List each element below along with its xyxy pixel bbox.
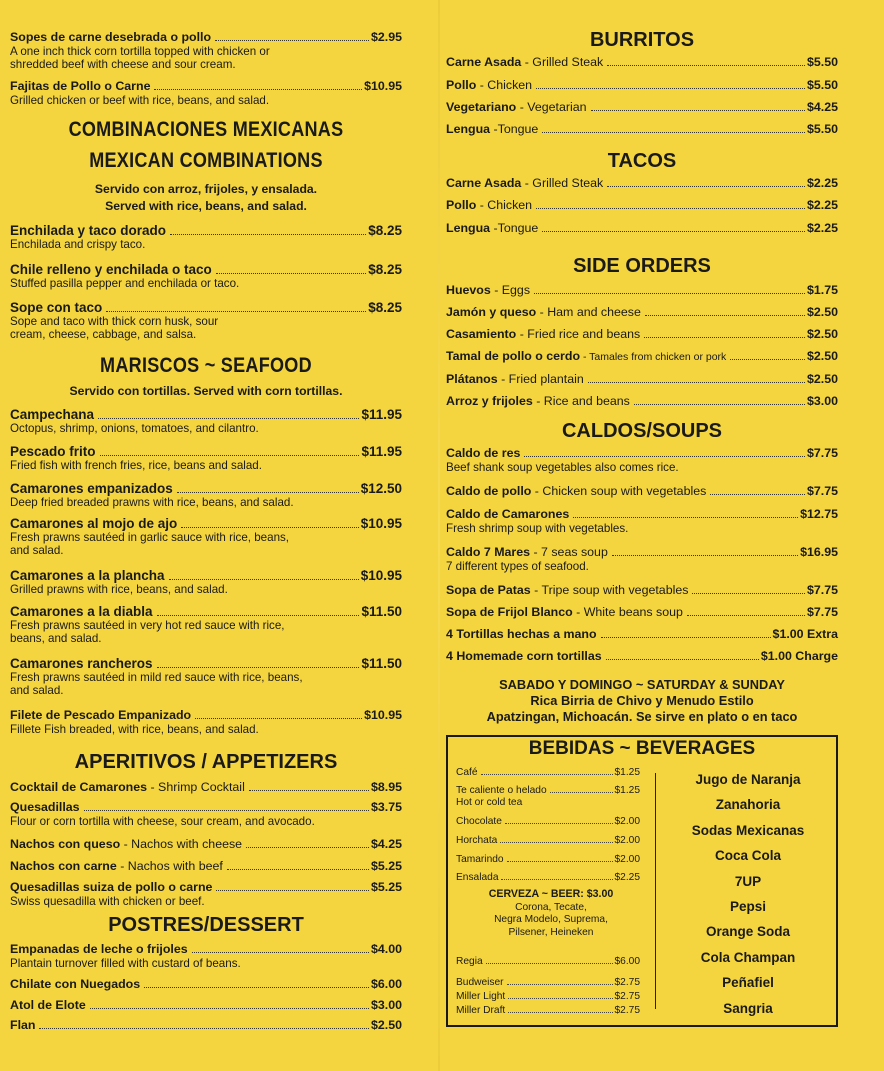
item-name: Filete de Pescado Empanizado (10, 708, 192, 722)
item-name: Camarones empanizados (10, 481, 173, 496)
item-price: $1.00 Charge (760, 649, 838, 663)
item-price: $2.25 (806, 176, 838, 190)
item-price: $7.75 (806, 583, 838, 597)
item-name: Sope con taco (10, 300, 103, 315)
item-name: Sopa de Patas (446, 583, 531, 597)
item-name: Quesadillas suiza de pollo o carne (10, 880, 213, 894)
item-price: $8.95 (370, 780, 402, 794)
menu-item (10, 300, 402, 342)
beverage-option: 7UP (734, 874, 762, 889)
item-name: 4 Homemade corn tortillas (446, 649, 602, 663)
beverage-name: Café (456, 767, 478, 778)
item-price: $2.50 (806, 372, 838, 386)
item-description: Fresh prawns sautéed in mild red sauce with rice, beans, and salad. (10, 671, 303, 698)
item-price: $5.50 (806, 78, 838, 92)
item-name: Camarones al mojo de ajo (10, 516, 178, 531)
item-translation: - Ham and cheese (536, 305, 641, 319)
menu-item (446, 349, 838, 365)
item-description: Swiss quesadilla with chicken or beef. (10, 895, 205, 908)
combos-title-en: MEXICAN COMBINATIONS (89, 149, 323, 172)
item-name: Camarones rancheros (10, 656, 153, 671)
menu-item (446, 327, 838, 342)
beverage-name: Miller Light (456, 991, 506, 1002)
menu-item (446, 484, 838, 499)
item-price: $10.95 (364, 79, 402, 93)
item-price: $12.75 (800, 507, 838, 521)
beverage-price: $6.00 (614, 956, 640, 967)
item-price: $3.00 (370, 998, 402, 1012)
menu-item (10, 942, 402, 970)
item-name: Arroz y frijoles (446, 394, 533, 408)
item-price: $10.95 (360, 568, 402, 583)
beverage-price: $2.00 (614, 835, 640, 846)
item-name: Vegetariano (446, 100, 517, 114)
menu-item (446, 583, 838, 598)
menu-item (446, 283, 838, 298)
menu-item (446, 305, 838, 320)
menu-item (10, 656, 402, 698)
item-translation: - Chicken soup with vegetables (531, 484, 707, 498)
item-price: $12.50 (360, 481, 402, 496)
item-price: $8.25 (368, 300, 402, 315)
item-price: $1.00 Extra (772, 627, 838, 641)
item-description: Sope and taco with thick corn husk, sour cream, cheese, cabbage, and salsa. (10, 315, 219, 342)
beverage-row (456, 991, 640, 1003)
appetizers-title: APERITIVOS / APPETIZERS (74, 751, 338, 773)
item-name: Pescado frito (10, 444, 96, 459)
item-translation: - Shrimp Cocktail (147, 780, 245, 794)
menu-item (10, 516, 402, 558)
item-price: $2.50 (370, 1018, 402, 1032)
item-name: Quesadillas (10, 800, 80, 814)
beverage-option: Peñafiel (722, 975, 774, 990)
beverage-row (456, 977, 640, 989)
item-price: $5.50 (806, 55, 838, 69)
item-name: 4 Tortillas hechas a mano (446, 627, 597, 641)
item-name: Jamón y queso (446, 305, 537, 319)
item-price: $11.50 (361, 656, 402, 671)
beer-brands-3: Pilsener, Heineken (508, 926, 594, 938)
item-name: Tamal de pollo o cerdo (446, 349, 581, 363)
item-price: $10.95 (360, 516, 402, 531)
item-description: Fresh prawns sautéed in garlic sauce with rice, beans, and salad. (10, 531, 290, 558)
item-name: Atol de Elote (10, 998, 86, 1012)
beverage-option: Orange Soda (705, 924, 791, 939)
item-translation: - Rice and beans (532, 394, 630, 408)
item-description: Beef shank soup vegetables also comes rice. (446, 461, 679, 474)
beverages-title: BEBIDAS ~ BEVERAGES (528, 738, 756, 759)
beverage-row (456, 1005, 640, 1017)
beverage-price: $2.00 (614, 816, 640, 827)
item-name: Cocktail de Camarones (10, 780, 148, 794)
beverage-price: $1.25 (614, 785, 640, 796)
beverage-row (456, 956, 640, 968)
weekend-special-line1: SABADO Y DOMINGO ~ SATURDAY & SUNDAY (499, 677, 785, 692)
item-translation: -Tongue (490, 122, 539, 136)
item-description: Grilled prawns with rice, beans, and salad. (10, 583, 228, 596)
item-price: $5.50 (806, 122, 838, 136)
item-description: Flour or corn tortilla with cheese, sour cream, and avocado. (10, 815, 315, 828)
beverage-option: Jugo de Naranja (695, 772, 801, 787)
item-description: Enchilada and crispy taco. (10, 238, 146, 251)
item-translation: - Vegetarian (516, 100, 587, 114)
item-name: Pollo (446, 78, 477, 92)
beverage-price: $1.25 (614, 767, 640, 778)
beverage-price: $2.75 (614, 977, 640, 988)
beverage-option: Sangria (723, 1001, 773, 1016)
beverage-name: Tamarindo (456, 854, 504, 865)
menu-item (10, 977, 402, 992)
menu-item (10, 568, 402, 596)
tea-note: Hot or cold tea (456, 797, 523, 808)
item-description: Stuffed pasilla pepper and enchilada or taco. (10, 277, 240, 290)
menu-item (10, 1018, 402, 1033)
item-price: $4.00 (370, 942, 402, 956)
menu-item (446, 507, 838, 535)
item-translation: - Nachos with beef (116, 859, 223, 873)
item-translation: - Grilled Steak (521, 176, 604, 190)
item-name: Enchilada y taco dorado (10, 223, 167, 238)
item-price: $11.50 (361, 604, 402, 619)
beverage-name: Regia (456, 956, 483, 967)
beer-brands-2: Negra Modelo, Suprema, (494, 914, 608, 925)
beverage-price: $2.25 (614, 872, 640, 883)
combos-subtitle-en: Served with rice, beans, and salad. (105, 199, 307, 213)
menu-item (10, 604, 402, 646)
item-price: $11.95 (361, 407, 402, 422)
page-fold (438, 0, 440, 1071)
menu-item (10, 859, 402, 874)
item-description: 7 different types of seafood. (446, 560, 589, 573)
item-price: $2.50 (806, 327, 838, 341)
beverage-name: Te caliente o helado (456, 785, 547, 796)
menu-item (446, 55, 838, 70)
beverage-name: Chocolate (456, 816, 502, 827)
menu-item (446, 78, 838, 93)
item-price: $4.25 (370, 837, 402, 851)
item-translation: - 7 seas soup (530, 545, 608, 559)
item-translation: - Chicken (476, 198, 533, 212)
item-name: Caldo de res (446, 446, 521, 460)
item-description: Octopus, shrimp, onions, tomatoes, and cilantro. (10, 422, 259, 435)
beverage-row (456, 785, 640, 797)
item-name: Lengua (446, 122, 491, 136)
beverage-row (456, 816, 640, 828)
item-translation: - White beans soup (572, 605, 683, 619)
item-price: $4.25 (806, 100, 838, 114)
item-price: $10.95 (364, 708, 402, 722)
beverage-option: Coca Cola (714, 848, 782, 863)
item-price: $7.75 (806, 446, 838, 460)
menu-item (446, 221, 838, 236)
item-description: Grilled chicken or beef with rice, beans, and salad. (10, 94, 270, 107)
item-translation: - Tripe soup with vegetables (530, 583, 689, 597)
menu-item (10, 444, 402, 472)
item-price: $2.25 (806, 198, 838, 212)
beverages-divider (655, 773, 656, 1009)
item-translation: -Tongue (490, 221, 539, 235)
menu-item (446, 627, 838, 642)
beverage-option: Zanahoria (715, 797, 781, 812)
item-price: $2.50 (806, 305, 838, 319)
item-price: $2.25 (806, 221, 838, 235)
menu-item (10, 481, 402, 509)
item-name: Carne Asada (446, 55, 522, 69)
item-price: $8.25 (368, 223, 402, 238)
menu-item (10, 708, 402, 736)
item-price: $6.00 (370, 977, 402, 991)
menu-item (10, 407, 402, 435)
item-price: $16.95 (800, 545, 838, 559)
item-name: Nachos con carne (10, 859, 117, 873)
beverage-name: Budweiser (456, 977, 504, 988)
menu-item (446, 372, 838, 387)
menu-item (446, 545, 838, 573)
menu-item (446, 198, 838, 213)
item-price: $1.75 (806, 283, 838, 297)
item-name: Chile relleno y enchilada o taco (10, 262, 212, 277)
item-name: Chilate con Nuegados (10, 977, 141, 991)
beverage-row (456, 854, 640, 866)
menu-item (10, 223, 402, 251)
beer-title: CERVEZA ~ BEER: $3.00 (488, 888, 614, 900)
item-price: $2.50 (806, 349, 838, 363)
beverage-option: Sodas Mexicanas (691, 823, 805, 838)
seafood-subtitle: Servido con tortillas. Served with corn tortillas. (69, 384, 343, 398)
menu-item (446, 122, 838, 137)
beverage-row (456, 872, 640, 884)
weekend-special-line3: Apatzingan, Michoacán. Se sirve en plato o en taco (486, 709, 798, 724)
item-translation: - Grilled Steak (521, 55, 604, 69)
combos-title-es: COMBINACIONES MEXICANAS (68, 118, 344, 141)
menu-item (10, 780, 402, 795)
item-name: Camarones a la plancha (10, 568, 165, 583)
item-description: Fried fish with french fries, rice, beans and salad. (10, 459, 262, 472)
menu-item (446, 176, 838, 191)
beer-block (466, 888, 636, 939)
item-name: Sopes de carne desebrada o pollo (10, 30, 212, 44)
menu-item (10, 30, 402, 72)
menu-item (10, 79, 402, 107)
item-name: Nachos con queso (10, 837, 121, 851)
beverage-price: $2.75 (614, 1005, 640, 1016)
item-name: Huevos (446, 283, 491, 297)
item-translation: - Eggs (490, 283, 531, 297)
item-price: $11.95 (361, 444, 402, 459)
item-name: Sopa de Frijol Blanco (446, 605, 573, 619)
item-name: Carne Asada (446, 176, 522, 190)
item-description: Deep fried breaded prawns with rice, beans, and salad. (10, 496, 294, 509)
item-price: $3.00 (806, 394, 838, 408)
beverage-name: Miller Draft (456, 1005, 506, 1016)
item-translation: - Fried rice and beans (516, 327, 641, 341)
item-description: Fresh shrimp soup with vegetables. (446, 522, 629, 535)
weekend-special-line2: Rica Birria de Chivo y Menudo Estilo (530, 693, 754, 708)
item-translation: - Nachos with cheese (120, 837, 243, 851)
beverage-price: $2.75 (614, 991, 640, 1002)
item-name: Fajitas de Pollo o Carne (10, 79, 151, 93)
menu-item (446, 649, 838, 664)
item-price: $2.95 (370, 30, 402, 44)
item-name: Casamiento (446, 327, 517, 341)
item-price: $5.25 (370, 880, 402, 894)
item-name: Caldo de pollo (446, 484, 532, 498)
beverage-name: Ensalada (456, 872, 499, 883)
beverage-price: $2.00 (614, 854, 640, 865)
item-name: Empanadas de leche o frijoles (10, 942, 188, 956)
menu-item (446, 100, 838, 115)
item-name: Lengua (446, 221, 491, 235)
menu-item (10, 262, 402, 290)
menu-item (446, 446, 838, 474)
beverage-name: Horchata (456, 835, 498, 846)
item-description: A one inch thick corn tortilla topped with chicken or shredded beef with cheese and sour cream. (10, 45, 270, 72)
item-price: $3.75 (370, 800, 402, 814)
combos-subtitle-es: Servido con arroz, frijoles, y ensalada. (94, 182, 318, 196)
item-name: Caldo 7 Mares (446, 545, 531, 559)
item-price: $7.75 (806, 605, 838, 619)
item-description: Plantain turnover filled with custard of beans. (10, 957, 241, 970)
item-translation: - Tamales from chicken or pork (580, 351, 727, 363)
beverage-option: Cola Champan (700, 950, 796, 965)
menu-item (446, 394, 838, 409)
item-name: Caldo de Camarones (446, 507, 570, 521)
tacos-title: TACOS (607, 150, 677, 172)
item-name: Camarones a la diabla (10, 604, 153, 619)
beverage-row (456, 835, 640, 847)
menu-item (10, 800, 402, 828)
item-name: Pollo (446, 198, 477, 212)
beverage-row (456, 767, 640, 779)
item-name: Campechana (10, 407, 95, 422)
menu-item (446, 605, 838, 620)
menu-item (10, 880, 402, 908)
item-name: Plátanos (446, 372, 498, 386)
item-translation: - Fried plantain (497, 372, 584, 386)
sides-title: SIDE ORDERS (573, 255, 711, 277)
item-name: Flan (10, 1018, 36, 1032)
item-description: Fillete Fish breaded, with rice, beans, and salad. (10, 723, 259, 736)
item-price: $5.25 (370, 859, 402, 873)
item-translation: - Chicken (476, 78, 533, 92)
seafood-title: MARISCOS ~ SEAFOOD (100, 354, 312, 377)
soups-title: CALDOS/SOUPS (561, 420, 723, 442)
beer-brands-1: Corona, Tecate, (515, 901, 587, 913)
item-description: Fresh prawns sautéed in very hot red sauce with rice, beans, and salad. (10, 619, 285, 646)
menu-item (10, 837, 402, 852)
item-price: $7.75 (806, 484, 838, 498)
dessert-title: POSTRES/DESSERT (108, 914, 304, 936)
item-price: $8.25 (368, 262, 402, 277)
beverages-box (446, 735, 838, 1027)
burritos-title: BURRITOS (589, 29, 695, 51)
menu-item (10, 998, 402, 1013)
beverage-option: Pepsi (729, 899, 767, 914)
